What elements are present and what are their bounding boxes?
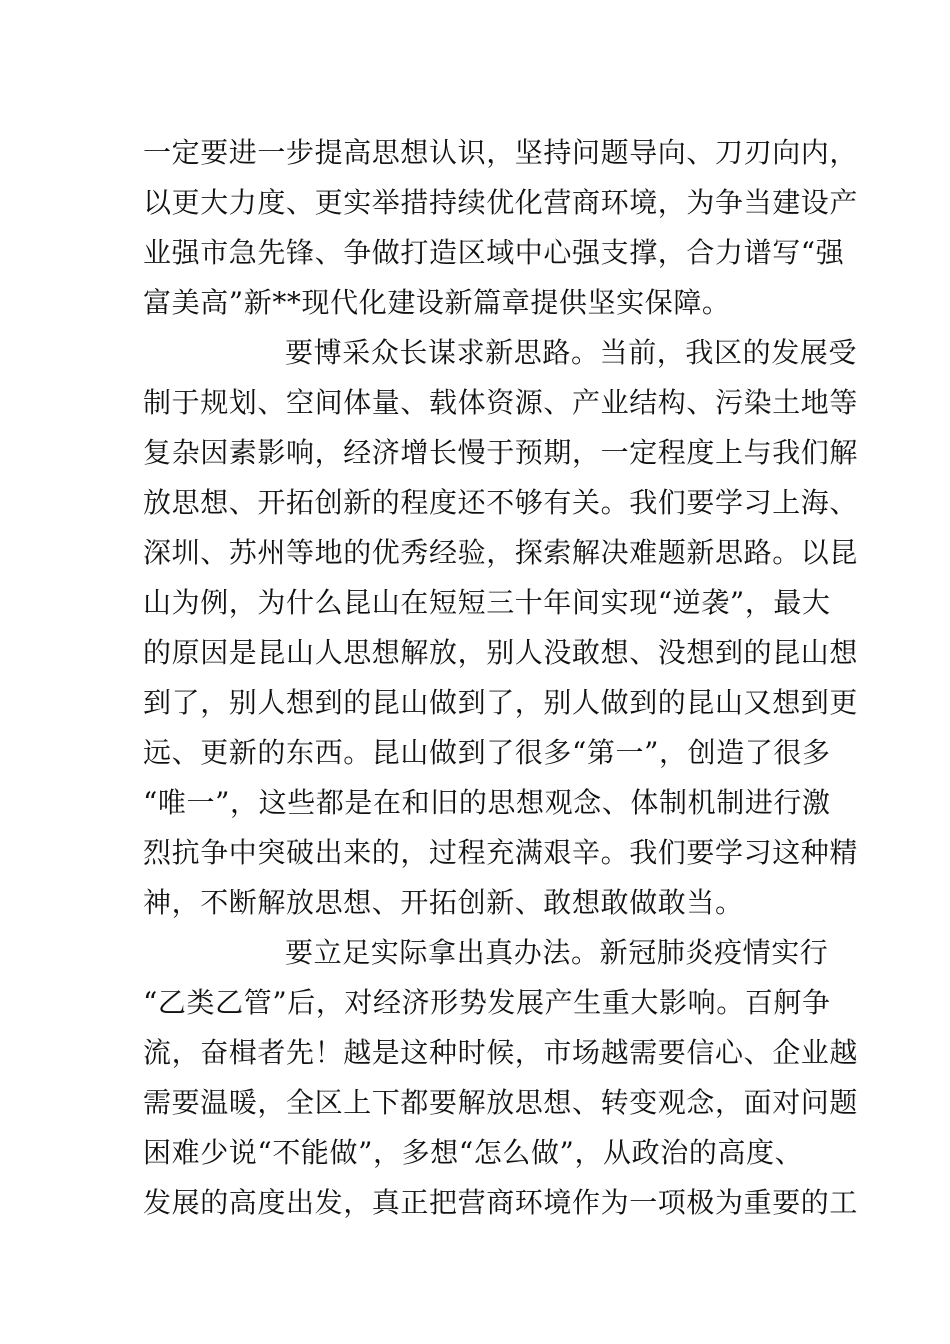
text-line: 山为例，为什么昆山在短短三十年间实现“逆袭”，最大: [143, 586, 831, 619]
text-line: 以更大力度、更实举措持续优化营商环境，为争当建设产: [143, 186, 859, 219]
text-line: 制于规划、空间体量、载体资源、产业结构、污染土地等: [143, 386, 859, 419]
text-line: “乙类乙管”后，对经济形势发展产生重大影响。百舸争: [143, 986, 831, 1019]
text-line: 神，不断解放思想、开拓创新、敢想敢做敢当。: [143, 886, 744, 919]
text-line: 富美高”新**现代化建设新篇章提供坚实保障。: [143, 286, 731, 319]
text-line: 放思想、开拓创新的程度还不够有关。我们要学习上海、: [143, 486, 859, 519]
body-text: [143, 128, 859, 1228]
text-line: 需要温暖，全区上下都要解放思想、转变观念，面对问题: [143, 1086, 859, 1119]
text-line: 远、更新的东西。昆山做到了很多“第一”，创造了很多: [143, 736, 831, 769]
text-line: 困难少说“不能做”，多想“怎么做”，从政治的高度、: [143, 1136, 804, 1169]
text-line: 到了，别人想到的昆山做到了，别人做到的昆山又想到更: [143, 686, 859, 719]
paragraph-start-line: 要立足实际拿出真办法。新冠肺炎疫情实行: [285, 936, 829, 969]
text-line: 业强市急先锋、争做打造区域中心强支撑，合力谱写“强: [143, 236, 845, 269]
text-line: 烈抗争中突破出来的，过程充满艰辛。我们要学习这种精: [143, 836, 859, 869]
paragraph-start-line: 要博采众长谋求新思路。当前，我区的发展受: [285, 336, 858, 369]
text-line: 发展的高度出发，真正把营商环境作为一项极为重要的工: [143, 1186, 859, 1219]
text-line: 一定要进一步提高思想认识，坚持问题导向、刀刃向内，: [143, 136, 859, 169]
text-line: 的原因是昆山人思想解放，别人没敢想、没想到的昆山想: [143, 636, 859, 669]
text-line: 深圳、苏州等地的优秀经验，探索解决难题新思路。以昆: [143, 536, 859, 569]
text-line: 流，奋楫者先！越是这种时候，市场越需要信心、企业越: [143, 1036, 859, 1069]
text-line: 复杂因素影响，经济增长慢于预期，一定程度上与我们解: [143, 436, 859, 469]
text-line: “唯一”，这些都是在和旧的思想观念、体制机制进行激: [143, 786, 831, 819]
